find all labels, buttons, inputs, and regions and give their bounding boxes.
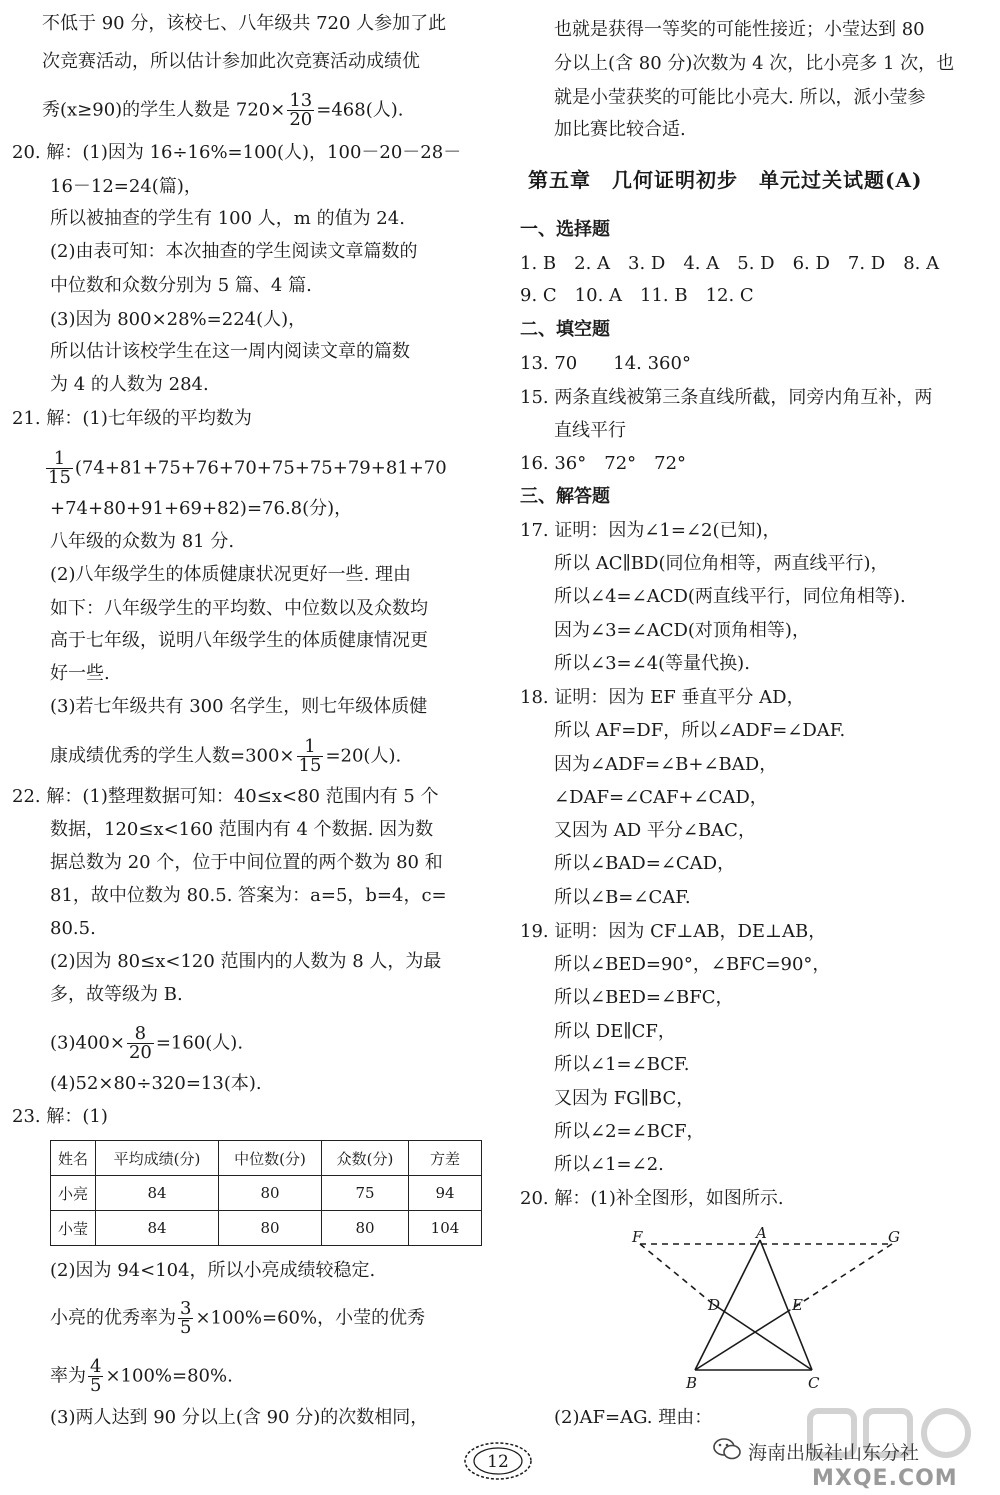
text-line: 又因为 FG∥BC，: [554, 1088, 695, 1109]
section-heading: 三、解答题: [520, 486, 610, 507]
fraction-numerator: 8: [127, 1025, 154, 1044]
triangle-figure: [620, 1222, 930, 1392]
table-header: 众数(分): [322, 1141, 409, 1176]
text-line: (2)因为 80≤x<120 范围内的人数为 8 人，为最: [50, 951, 442, 972]
text-line: 不低于 90 分，该校七、八年级共 720 人参加了此: [42, 13, 447, 34]
figure-lines: [640, 1240, 892, 1370]
question-23: 23. 解：(1): [12, 1106, 108, 1127]
table-header: 方差: [409, 1141, 482, 1176]
text-line: 所以估计该校学生在这一周内阅读文章的篇数: [50, 341, 410, 362]
text-line: 又因为 AD 平分∠BAC，: [554, 820, 756, 841]
text-line: 直线平行: [554, 420, 626, 441]
text-line-with-fraction: [46, 450, 447, 487]
text-line: 就是小莹获奖的可能比小亮大. 所以，派小莹参: [554, 87, 926, 108]
table-cell: 84: [96, 1211, 219, 1246]
table-cell: 104: [409, 1211, 482, 1246]
line-ab: [695, 1240, 760, 1370]
text-segment: =20(人).: [325, 745, 402, 767]
line-ac: [760, 1240, 812, 1370]
text-line: 所以∠3=∠4(等量代换).: [554, 653, 750, 674]
score-table: [50, 1140, 482, 1246]
fraction: [46, 450, 73, 487]
text-line: 如下：八年级学生的平均数、中位数以及众数均: [50, 598, 428, 619]
text-line: 次竞赛活动，所以估计参加此次竞赛活动成绩优: [42, 51, 420, 72]
line-ge: [790, 1244, 892, 1310]
text-segment: ×100%=60%，小莹的优秀: [195, 1307, 426, 1329]
text-line: 所以∠BED=∠BFC，: [554, 987, 734, 1008]
fraction-numerator: 3: [180, 1298, 192, 1319]
text-segment: =468(人).: [316, 99, 404, 121]
text-line: 所以被抽查的学生有 100 人，m 的值为 24.: [50, 208, 405, 229]
fraction: [297, 738, 324, 775]
table-row: [51, 1176, 482, 1211]
text-line: 高于七年级，说明八年级学生的体质健康情况更: [50, 630, 428, 651]
table-header: 姓名: [51, 1141, 96, 1176]
text-segment: =160(人).: [155, 1032, 244, 1054]
point-label-f: F: [632, 1228, 643, 1246]
text-line: (2)因为 94<104，所以小亮成绩较稳定.: [50, 1260, 376, 1281]
text-line-with-fraction: [42, 92, 403, 129]
text-line: 也就是获得一等奖的可能性接近；小莹达到 80: [554, 19, 925, 40]
fraction-numerator: 13: [289, 90, 313, 111]
fraction-denominator: 15: [298, 755, 322, 776]
table-cell: 94: [409, 1176, 482, 1211]
text-line: 多，故等级为 B.: [50, 984, 183, 1005]
text-line: 所以∠BAD=∠CAD，: [554, 853, 736, 874]
text-line: (2)由表可知：本次抽查的学生阅读文章篇数的: [50, 241, 418, 262]
text-segment: 康成绩优秀的学生人数=300×: [50, 745, 295, 767]
page-number: 12: [487, 1452, 509, 1472]
text-segment: 率为: [50, 1365, 86, 1387]
text-line: 数据，120≤x<160 范围内有 4 个数据. 因为数: [50, 819, 434, 840]
text-line: 所以∠1=∠BCF.: [554, 1054, 690, 1075]
text-line: 所以 AF=DF，所以∠ADF=∠DAF.: [554, 720, 846, 741]
section-heading: 二、填空题: [520, 319, 610, 340]
table-header: 平均成绩(分): [96, 1141, 219, 1176]
text-line: 据总数为 20 个，位于中间位置的两个数为 80 和: [50, 852, 443, 873]
text-line: (3)因为 800×28%=224(人)，: [50, 309, 307, 330]
fraction-numerator: 4: [90, 1356, 102, 1377]
text-line: 所以 AC∥BD(同位角相等，两直线平行)，: [554, 553, 889, 574]
point-label-d: D: [708, 1296, 721, 1314]
fraction-numerator: 1: [297, 738, 324, 757]
question-21: 21. 解：(1)七年级的平均数为: [12, 408, 252, 429]
line-fd: [640, 1244, 713, 1304]
text-line: 因为∠ADF=∠B+∠BAD，: [554, 754, 778, 775]
page-number-badge: [462, 1441, 534, 1481]
text-line: 好一些.: [50, 663, 110, 684]
text-line: +74+80+91+69+82)=76.8(分)，: [50, 498, 353, 519]
table-cell: 小莹: [51, 1211, 96, 1246]
text-line-with-fraction: [50, 1025, 243, 1062]
text-line: 分以上(含 80 分)次数为 4 次，比小亮多 1 次，也: [554, 53, 955, 74]
chapter-title: 第五章 几何证明初步 单元过关试题(A): [528, 168, 923, 192]
text-line: (3)若七年级共有 300 名学生，则七年级体质健: [50, 696, 428, 717]
point-label-e: E: [792, 1296, 803, 1314]
section-heading: 一、选择题: [520, 219, 610, 240]
text-segment: (3)400×: [50, 1032, 125, 1054]
proof-17: 17. 证明：因为∠1=∠2(已知)，: [520, 520, 781, 541]
text-line: (2)AF=AG. 理由：: [554, 1407, 713, 1428]
text-line: 中位数和众数分别为 5 篇、4 篇.: [50, 275, 312, 296]
text-line: 八年级的众数为 81 分.: [50, 531, 235, 552]
text-line-with-fraction: [50, 1358, 233, 1395]
text-line: 13. 70 14. 360°: [520, 353, 691, 374]
text-line: 所以∠4=∠ACD(两直线平行，同位角相等).: [554, 586, 906, 607]
fraction-denominator: 5: [90, 1375, 102, 1396]
table-cell: 小亮: [51, 1176, 96, 1211]
text-line: (4)52×80÷320=13(本).: [50, 1073, 262, 1094]
fraction: [88, 1358, 103, 1395]
proof-19: 19. 证明：因为 CF⊥AB，DE⊥AB，: [520, 921, 827, 942]
text-line: 因为∠3=∠ACD(对顶角相等)，: [554, 620, 810, 641]
text-line-with-fraction: [50, 738, 401, 775]
fraction-numerator: 1: [46, 450, 73, 469]
text-line: 16－12=24(篇)，: [50, 176, 202, 197]
text-line: 9. C 10. A 11. B 12. C: [520, 285, 754, 306]
wechat-icon: [712, 1436, 742, 1462]
text-line: 81，故中位数为 80.5. 答案为：a=5，b=4，c=: [50, 885, 447, 906]
text-line: 1. B 2. A 3. D 4. A 5. D 6. D 7. D 8. A: [520, 253, 940, 274]
fraction-denominator: 20: [289, 109, 313, 130]
text-line: 所以∠1=∠2.: [554, 1154, 664, 1175]
text-line: 15. 两条直线被第三条直线所截，同旁内角互补，两: [520, 387, 933, 408]
text-line: 80.5.: [50, 918, 96, 939]
point-label-g: G: [888, 1228, 900, 1246]
table-header-row: [51, 1141, 482, 1176]
text-line: 所以 DE∥CF，: [554, 1021, 676, 1042]
text-segment: 小亮的优秀率为: [50, 1307, 176, 1329]
fraction-denominator: 20: [128, 1042, 152, 1063]
fraction: [287, 92, 314, 129]
text-line: 所以∠2=∠BCF，: [554, 1121, 705, 1142]
text-line: 为 4 的人数为 284.: [50, 374, 209, 395]
question-20-geometry: 20. 解：(1)补全图形，如图所示.: [520, 1188, 784, 1209]
text-line: 16. 36° 72° 72°: [520, 453, 687, 474]
text-segment: ×100%=80%.: [105, 1365, 233, 1387]
fraction: [127, 1025, 154, 1062]
text-segment: (74+81+75+76+70+75+75+79+81+70: [74, 457, 447, 479]
table-cell: 75: [322, 1176, 409, 1211]
watermark-text: 海南出版社山东分社: [748, 1442, 920, 1464]
text-line: ∠DAF=∠CAF+∠CAD，: [554, 787, 768, 808]
proof-18: 18. 证明：因为 EF 垂直平分 AD，: [520, 687, 805, 708]
fraction-denominator: 15: [48, 467, 71, 488]
watermark-seal: [924, 1411, 968, 1455]
text-line: 所以∠B=∠CAF.: [554, 887, 691, 908]
text-line-with-fraction: [50, 1300, 425, 1337]
table-cell: 80: [322, 1211, 409, 1246]
point-label-a: A: [756, 1224, 767, 1242]
fraction: [178, 1300, 193, 1337]
text-line: (3)两人达到 90 分以上(含 90 分)的次数相同，: [50, 1407, 429, 1428]
text-segment: 秀(x≥90)的学生人数是 720×: [42, 99, 286, 121]
table-cell: 84: [96, 1176, 219, 1211]
question-20: 20. 解：(1)因为 16÷16%=100(人)，100－20－28－: [12, 142, 462, 163]
table-cell: 80: [219, 1176, 322, 1211]
question-22: 22. 解：(1)整理数据可知：40≤x<80 范围内有 5 个: [12, 786, 439, 807]
table-cell: 80: [219, 1211, 322, 1246]
point-label-b: B: [686, 1374, 698, 1392]
text-line: 加比赛比较合适.: [554, 119, 686, 140]
fraction-denominator: 5: [180, 1317, 192, 1338]
table-header: 中位数(分): [219, 1141, 322, 1176]
text-line: (2)八年级学生的体质健康状况更好一些. 理由: [50, 564, 411, 585]
table-row: [51, 1211, 482, 1246]
text-line: 所以∠BED=90°，∠BFC=90°，: [554, 954, 831, 975]
point-label-c: C: [808, 1374, 820, 1392]
watermark-site: MXQE.COM: [812, 1466, 958, 1491]
